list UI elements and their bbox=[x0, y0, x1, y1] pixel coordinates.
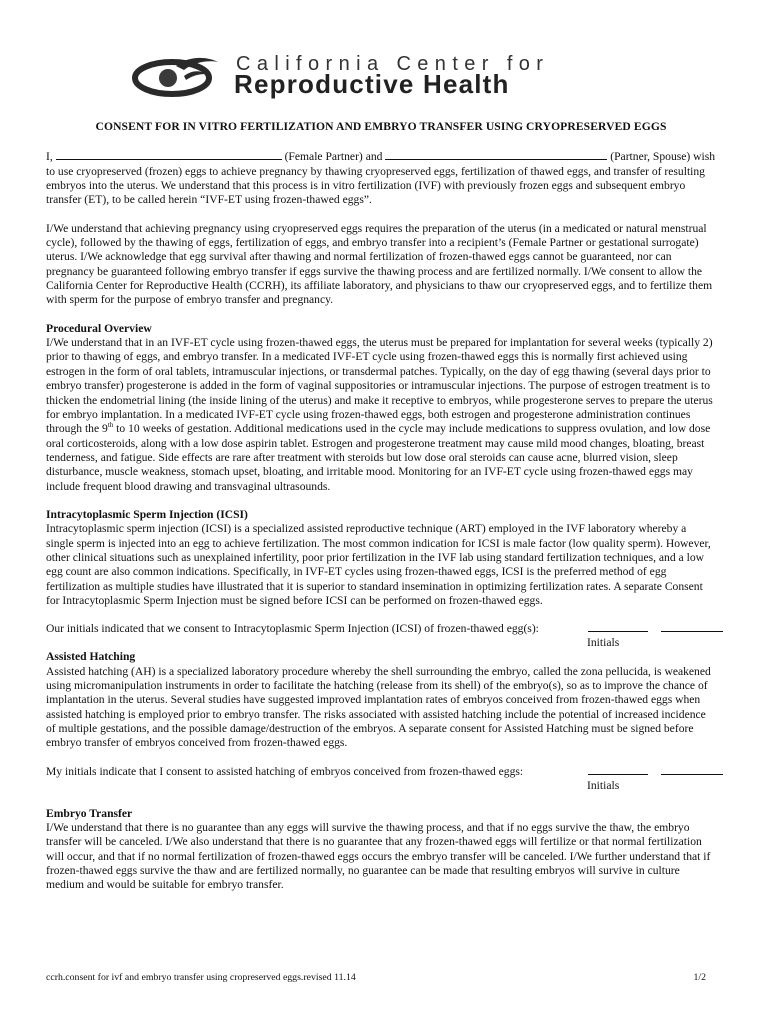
icsi-section bbox=[46, 508, 716, 608]
icsi-initials-text: Our initials indicated that we consent to Intracytoplasmic Sperm Injection (ICSI) of frozen-thawed egg(s): bbox=[46, 622, 539, 636]
partner-spouse-name-field[interactable] bbox=[385, 149, 607, 160]
footer-filename: ccrh.consent for ivf and embryo transfer using cropreserved eggs.revised 11.14 bbox=[46, 972, 356, 983]
assisted-hatching-section bbox=[46, 650, 716, 750]
ccrh-logo-mark-icon bbox=[132, 54, 222, 98]
assisted-hatching-heading: Assisted Hatching bbox=[46, 650, 136, 664]
ah-initials-row bbox=[46, 765, 716, 779]
icsi-heading: Intracytoplasmic Sperm Injection (ICSI) bbox=[46, 507, 248, 521]
document-body bbox=[46, 120, 716, 907]
embryo-transfer-text: I/We understand that there is no guarantee than any eggs will survive the thawing process, and that if no eggs survive the thaw, the embryo transfer will be canceled. I/We also understand that there is no guarantee that any frozen-thawed eggs will fertilize or that normal fertilization will occur, and that if no normal fertilization of frozen-thawed eggs occurs the embryo transfer will be canceled. I/We further understand that if frozen-thawed eggs survive the thaw and are fertilized normally, no guarantee can be made that resulting embryos will survive in culture medium and would be suitable for embryo transfer. bbox=[46, 821, 711, 892]
assisted-hatching-text: Assisted hatching (AH) is a specialized laboratory procedure whereby the shell surrounding the embryo, called the zona pellucida, is weakened using micromanipulation instruments in order to facilitate the hatching (release from its shell) of the embryo(s), so as to improve the chance of implantation in the uterus. Several studies have suggested improved implantation rates of embryos conceived from frozen-thawed eggs when assisted hatching is employed prior to embryo transfer. The risks associated with assisted hatching include the potential of increased incidence of multiple gestations, and the possible damage/destruction of the embryos. A separate consent for Assisted Hatching must be signed before embryo transfer of embryos conceived from frozen-thawed eggs. bbox=[46, 664, 711, 750]
ah-initials-text: My initials indicate that I consent to assisted hatching of embryos conceived from frozen-thawed eggs: bbox=[46, 764, 524, 778]
ccrh-logo bbox=[132, 52, 652, 100]
ah-initials-field-1[interactable] bbox=[588, 774, 648, 775]
procedural-overview-section bbox=[46, 322, 716, 494]
embryo-transfer-heading: Embryo Transfer bbox=[46, 806, 133, 820]
ah-initials-label-row bbox=[46, 779, 716, 793]
opening-text-a: I, bbox=[46, 150, 56, 164]
procedural-superscript: th bbox=[107, 421, 114, 430]
icsi-initials-label-row bbox=[46, 636, 716, 650]
understanding-paragraph: I/We understand that achieving pregnancy using cryopreserved eggs requires the preparation of the uterus (in a medicated or natural menstrual cycle), followed by the thawing of eggs, fertilization of eggs, and embryo transfer into a recipient’s (Female Partner or gestational surrogate) uterus. I/We acknowledge that egg survival after thawing and normal fertilization of frozen-thawed eggs cannot be guaranteed, nor can pregnancy be guaranteed following embryo transfer if eggs survive the thawing process and are fertilized normally. I/We consent to allow the California Center for Reproductive Health (CCRH), its affiliate laboratory, and physicians to thaw our cryopreserved eggs, and to fertilize them with sperm for the purpose of embryo transfer and pregnancy. bbox=[46, 221, 713, 307]
female-partner-name-field[interactable] bbox=[56, 149, 282, 160]
icsi-initials-label: Initials bbox=[587, 636, 620, 650]
ah-initials-label: Initials bbox=[587, 778, 620, 792]
procedural-overview-heading: Procedural Overview bbox=[46, 321, 152, 335]
logo-line-2: Reproductive Health bbox=[234, 69, 510, 99]
icsi-initials-row bbox=[46, 622, 716, 636]
opening-paragraph bbox=[46, 149, 716, 207]
ah-initials-field-2[interactable] bbox=[661, 774, 723, 775]
page-number: 1/2 bbox=[693, 972, 706, 983]
embryo-transfer-section bbox=[46, 807, 716, 893]
icsi-initials-field-2[interactable] bbox=[661, 631, 723, 632]
procedural-text-a: I/We understand that in an IVF-ET cycle using frozen-thawed eggs, the uterus must be prepared for implantation for several weeks (typically 2) prior to thawing of eggs, and embryo transfer. In a medicated IVF-ET cycle using frozen-thawed eggs this is normally first achieved using estrogen in the form of oral tablets, intramuscular injections, or transdermal patches. Typically, on the day of egg thawing (several days prior to embryo transfer) progesterone is added in the form of vaginal suppositories or intramuscular injections. The purpose of estrogen treatment is to thicken the endometrial lining (the inside lining of the uterus) and make it receptive to embryos, while progesterone serves to prepare the uterus for embryo implantation. In a medicated IVF-ET cycle using frozen-thawed eggs, both estrogen and progesterone administration continues through the 9 bbox=[46, 336, 713, 436]
icsi-initials-field-1[interactable] bbox=[588, 631, 648, 632]
procedural-text-b: to 10 weeks of gestation. Additional medications used in the cycle may include medications to suppress ovulation, and low dose oral corticosteroids, along with a low dose aspirin tablet. Estrogen and progesterone treatment may cause mild mood changes, bloating, breast tenderness, and fatigue. Side effects are rare after treatment with steroids but low dose oral steroids can cause acne, blurred vision, sleep disturbance, muscle weakness, stomach upset, bloating, and irritable mood. Monitoring for an IVF-ET cycle using frozen-thawed eggs may include frequent blood drawing and transvaginal ultrasounds. bbox=[46, 422, 711, 493]
opening-text-c: (Partner, Spouse) wish to use cryopreserved (frozen) eggs to achieve pregnancy by thawing cryopreserved eggs, fertilization of thawed eggs, and transfer of resulting embryos into the uterus. We understand that this process is in vitro fertilization (IVF) with previously frozen eggs and subsequent embryo transfer (ET), to be called herein “IVF-ET using frozen-thawed eggs”. bbox=[46, 150, 716, 207]
icsi-text: Intracytoplasmic sperm injection (ICSI) is a specialized assisted reproductive technique (ART) employed in the IVF laboratory whereby a single sperm is injected into an egg to achieve fertilization. The most common indication for ICSI is male factor (low quality sperm). However, other clinical situations such as unexplained infertility, poor prior fertilization in the IVF lab using standard fertilization techniques, and a low egg count are also common indications. Specifically, in IVF-ET cycles using frozen-thawed eggs, ICSI is the preferred method of egg fertilization as multiple studies have illustrated that it is superior to standard insemination in optimizing fertilization rates. A separate Consent for Intracytoplasmic Sperm Injection must be signed before ICSI can be performed on frozen-thawed eggs. bbox=[46, 522, 711, 607]
logo-line-1: California Center for bbox=[236, 53, 550, 75]
document-title: CONSENT FOR IN VITRO FERTILIZATION AND EMBRYO TRANSFER USING CRYOPRESERVED EGGS bbox=[95, 120, 667, 133]
opening-text-b: (Female Partner) and bbox=[281, 150, 386, 164]
